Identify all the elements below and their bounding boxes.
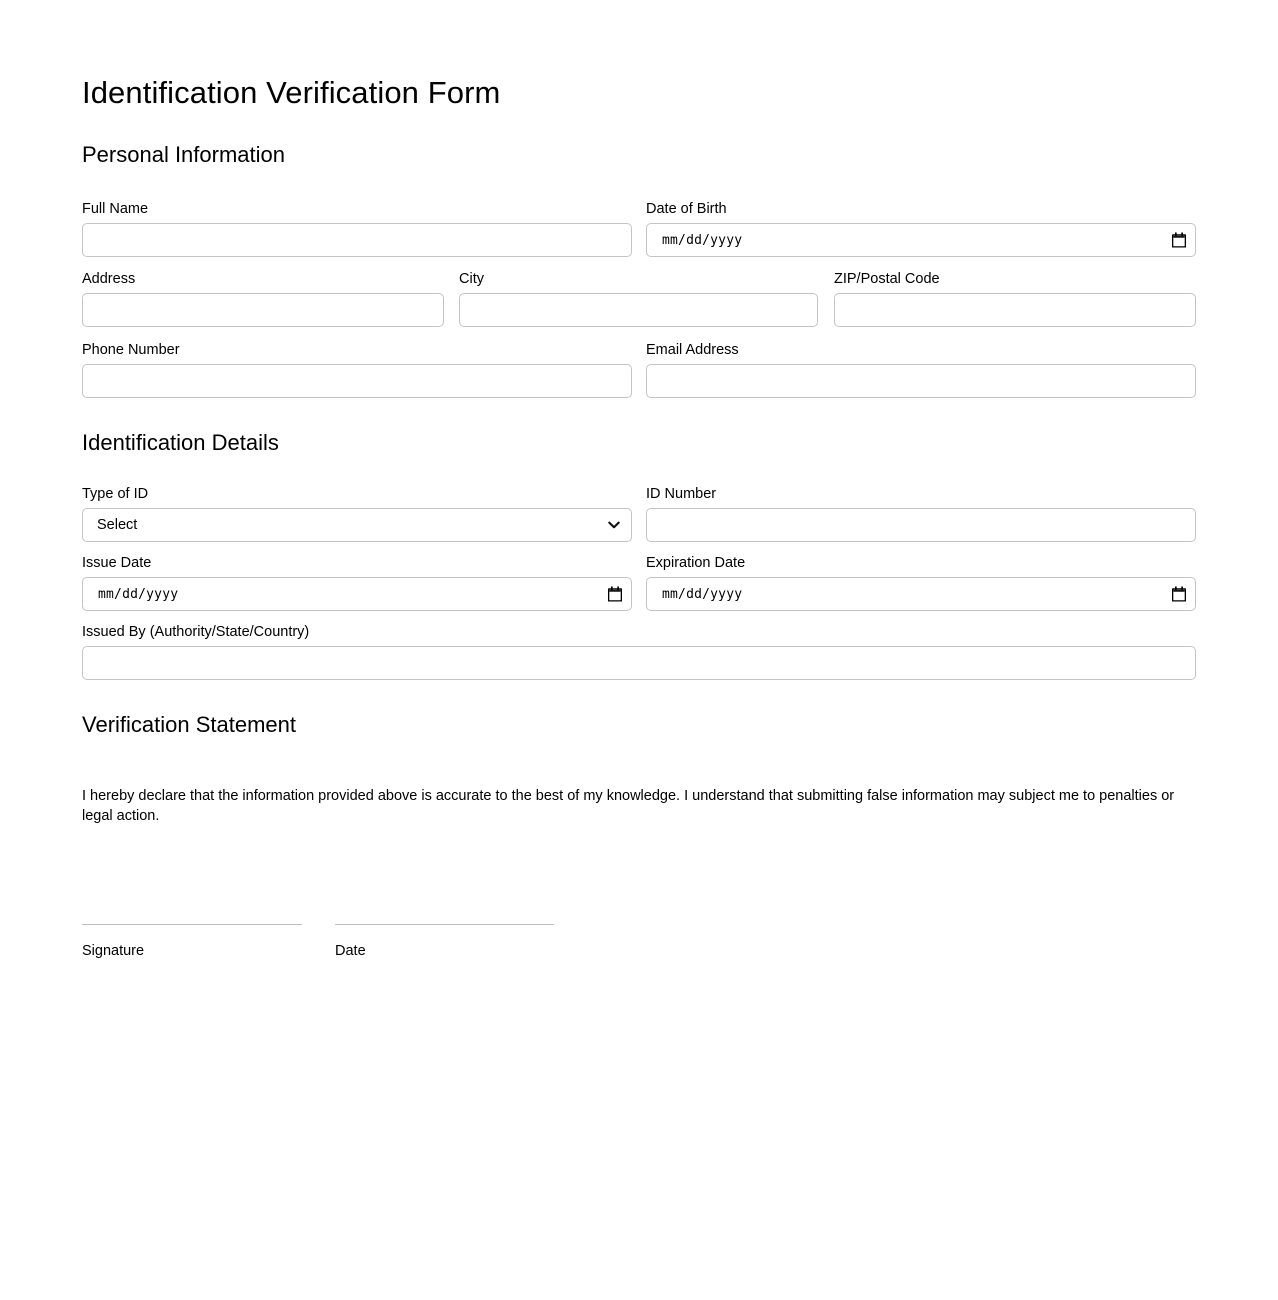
field-issue-date <box>82 555 632 611</box>
calendar-icon[interactable] <box>1172 587 1186 602</box>
section-heading-verification-statement: Verification Statement <box>82 712 297 738</box>
chevron-down-icon[interactable] <box>608 517 620 533</box>
email-address-input[interactable] <box>646 364 1196 398</box>
label-full-name: Full Name <box>82 201 149 218</box>
type-of-id-select[interactable] <box>82 508 632 542</box>
field-expiration-date <box>646 555 1196 611</box>
field-issued-by <box>82 624 1196 680</box>
label-issue-date: Issue Date <box>82 555 152 572</box>
label-date-of-birth: Date of Birth <box>646 201 727 218</box>
label-expiration-date: Expiration Date <box>646 555 746 572</box>
full-name-input[interactable] <box>82 223 632 257</box>
row-phone-email <box>82 342 1196 398</box>
zip-postal-code-input[interactable] <box>834 293 1196 327</box>
date-block <box>335 924 554 959</box>
field-zip-postal-code <box>834 271 1196 327</box>
label-issued-by: Issued By (Authority/State/Country) <box>82 624 310 641</box>
issue-date-input[interactable] <box>82 577 632 611</box>
field-address <box>82 271 444 327</box>
calendar-icon[interactable] <box>608 587 622 602</box>
label-phone-number: Phone Number <box>82 342 180 359</box>
field-date-of-birth <box>646 201 1196 257</box>
date-of-birth-input[interactable] <box>646 223 1196 257</box>
label-address: Address <box>82 271 136 288</box>
signature-caption: Signature <box>82 942 145 959</box>
id-number-input[interactable] <box>646 508 1196 542</box>
section-heading-personal-information: Personal Information <box>82 142 285 168</box>
phone-number-input[interactable] <box>82 364 632 398</box>
issued-by-input[interactable] <box>82 646 1196 680</box>
expiration-date-placeholder: mm/dd/yyyy <box>662 586 743 602</box>
row-issue-expiration-date <box>82 555 1196 611</box>
field-email-address <box>646 342 1196 398</box>
label-email-address: Email Address <box>646 342 739 359</box>
field-type-of-id <box>82 486 632 542</box>
label-id-number: ID Number <box>646 486 717 503</box>
label-type-of-id: Type of ID <box>82 486 149 503</box>
row-issued-by <box>82 624 1196 680</box>
expiration-date-input[interactable] <box>646 577 1196 611</box>
date-caption: Date <box>335 942 366 959</box>
signature-line <box>82 924 302 925</box>
field-phone-number <box>82 342 632 398</box>
field-city <box>459 271 818 327</box>
row-name-dob <box>82 201 1196 257</box>
calendar-icon[interactable] <box>1172 233 1186 248</box>
date-of-birth-placeholder: mm/dd/yyyy <box>662 232 743 248</box>
signature-block <box>82 924 302 959</box>
page-title: Identification Verification Form <box>82 75 501 110</box>
city-input[interactable] <box>459 293 818 327</box>
issue-date-placeholder: mm/dd/yyyy <box>98 586 179 602</box>
field-full-name <box>82 201 632 257</box>
date-line <box>335 924 554 925</box>
section-heading-identification-details: Identification Details <box>82 430 279 456</box>
label-city: City <box>459 271 484 288</box>
spacer <box>302 924 335 959</box>
address-input[interactable] <box>82 293 444 327</box>
type-of-id-selected-value: Select <box>97 517 138 534</box>
signature-row <box>82 924 1196 959</box>
field-id-number <box>646 486 1196 542</box>
row-idtype-idnumber <box>82 486 1196 542</box>
row-address-city-zip <box>82 271 1196 327</box>
declaration-text: I hereby declare that the information provided above is accurate to the best of my knowledge. I understand that submitting false information may subject me to penalties or legal action. <box>82 787 1175 824</box>
label-zip-postal-code: ZIP/Postal Code <box>834 271 940 288</box>
